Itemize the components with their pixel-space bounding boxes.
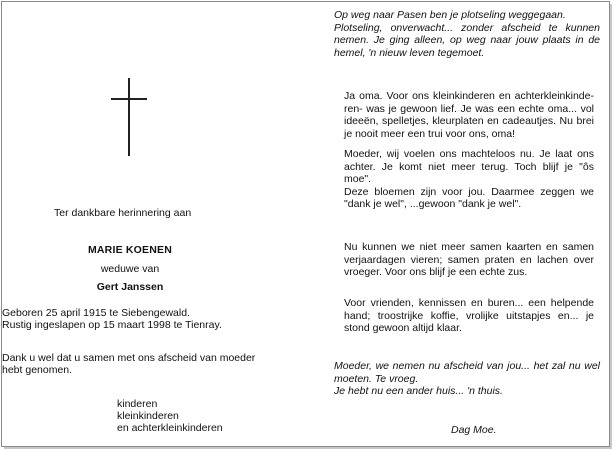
- intro-text: [334, 9, 600, 59]
- birth-line: Geboren 25 april 1915 te Siebengewald.: [2, 307, 190, 319]
- death-line: Rustig ingeslapen op 15 maart 1998 te Tienray.: [2, 319, 222, 331]
- paragraph-sister: [344, 241, 594, 279]
- cross-icon-vertical: [128, 78, 130, 156]
- paragraph-line: Voor vrienden, kennissen en buren... een helpende: [344, 297, 594, 309]
- paragraph-line: ideeën, spelletjes, kleurplaten en cadeautjes. Nu brei: [344, 115, 594, 128]
- paragraph-line: "dank je wel", ...gewoon "dank je wel".: [344, 198, 522, 211]
- paragraph-line: Nu kunnen we niet meer samen kaarten en samen: [344, 241, 594, 253]
- deceased-name: MARIE KOENEN: [87, 244, 173, 256]
- spouse-name: Gert Janssen: [96, 281, 164, 293]
- paragraph-line: je nooit meer een trui voor ons, oma!: [344, 127, 516, 140]
- paragraph-line: Ja oma. Voor ons kleinkinderen en achterkleinkinde-: [344, 90, 594, 102]
- paragraph-mother: [344, 148, 594, 211]
- paragraph-line: achter. Je komt niet meer terug. Toch blijf je "ôs: [344, 160, 594, 173]
- memory-line: Ter dankbare herinnering aan: [54, 207, 192, 219]
- thanks-line-2: hebt genomen.: [2, 364, 73, 376]
- closing-text: [334, 360, 600, 398]
- sign-off: Dag Moe.: [451, 424, 497, 436]
- intro-line: hemel, 'n nieuw leven tegemoet.: [334, 46, 485, 59]
- paragraph-line: Moeder, wij voelen ons machteloos nu. Je laat ons: [344, 148, 594, 160]
- paragraph-line: verjaardagen vieren; samen praten en lachen over: [344, 253, 594, 266]
- paragraph-grandchildren: [344, 90, 594, 140]
- paragraph-line: ren- was je gewoon lief. Je was een echte oma... vol: [344, 102, 594, 115]
- intro-line: nemen. Je ging alleen, op weg naar jouw plaats in de: [334, 34, 600, 47]
- family-line-3: en achterkleinkinderen: [117, 422, 223, 434]
- cross-icon-horizontal: [111, 98, 147, 100]
- family-line-1: kinderen: [117, 398, 158, 410]
- closing-line: Moeder, we nemen nu afscheid van jou... het zal nu wel: [334, 360, 600, 372]
- intro-line: Op weg naar Pasen ben je plotseling weggegaan.: [334, 9, 566, 21]
- paragraph-line: stond gewoon altijd klaar.: [344, 322, 462, 335]
- widow-line: weduwe van: [100, 263, 160, 275]
- intro-line: Plotseling, onverwacht... zonder afscheid te kunnen: [334, 21, 600, 34]
- closing-line: moeten. Te vroeg.: [334, 372, 419, 385]
- paragraph-line: vroeger. Voor ons blijf je een echte zus.: [344, 266, 528, 279]
- paragraph-line: hand; troostrijke koffie, vrolijke uitstapjes en... je: [344, 309, 594, 322]
- paragraph-line: Deze bloemen zijn voor jou. Daarmee zeggen we: [344, 185, 594, 198]
- thanks-line-1: Dank u wel dat u samen met ons afscheid van moeder: [2, 352, 256, 364]
- paragraph-friends: [344, 297, 594, 335]
- family-line-2: kleinkinderen: [117, 410, 179, 422]
- closing-line: Je hebt nu een ander huis... 'n thuis.: [334, 385, 503, 398]
- paragraph-line: moe".: [344, 173, 372, 186]
- card-shadow-right: [610, 4, 612, 448]
